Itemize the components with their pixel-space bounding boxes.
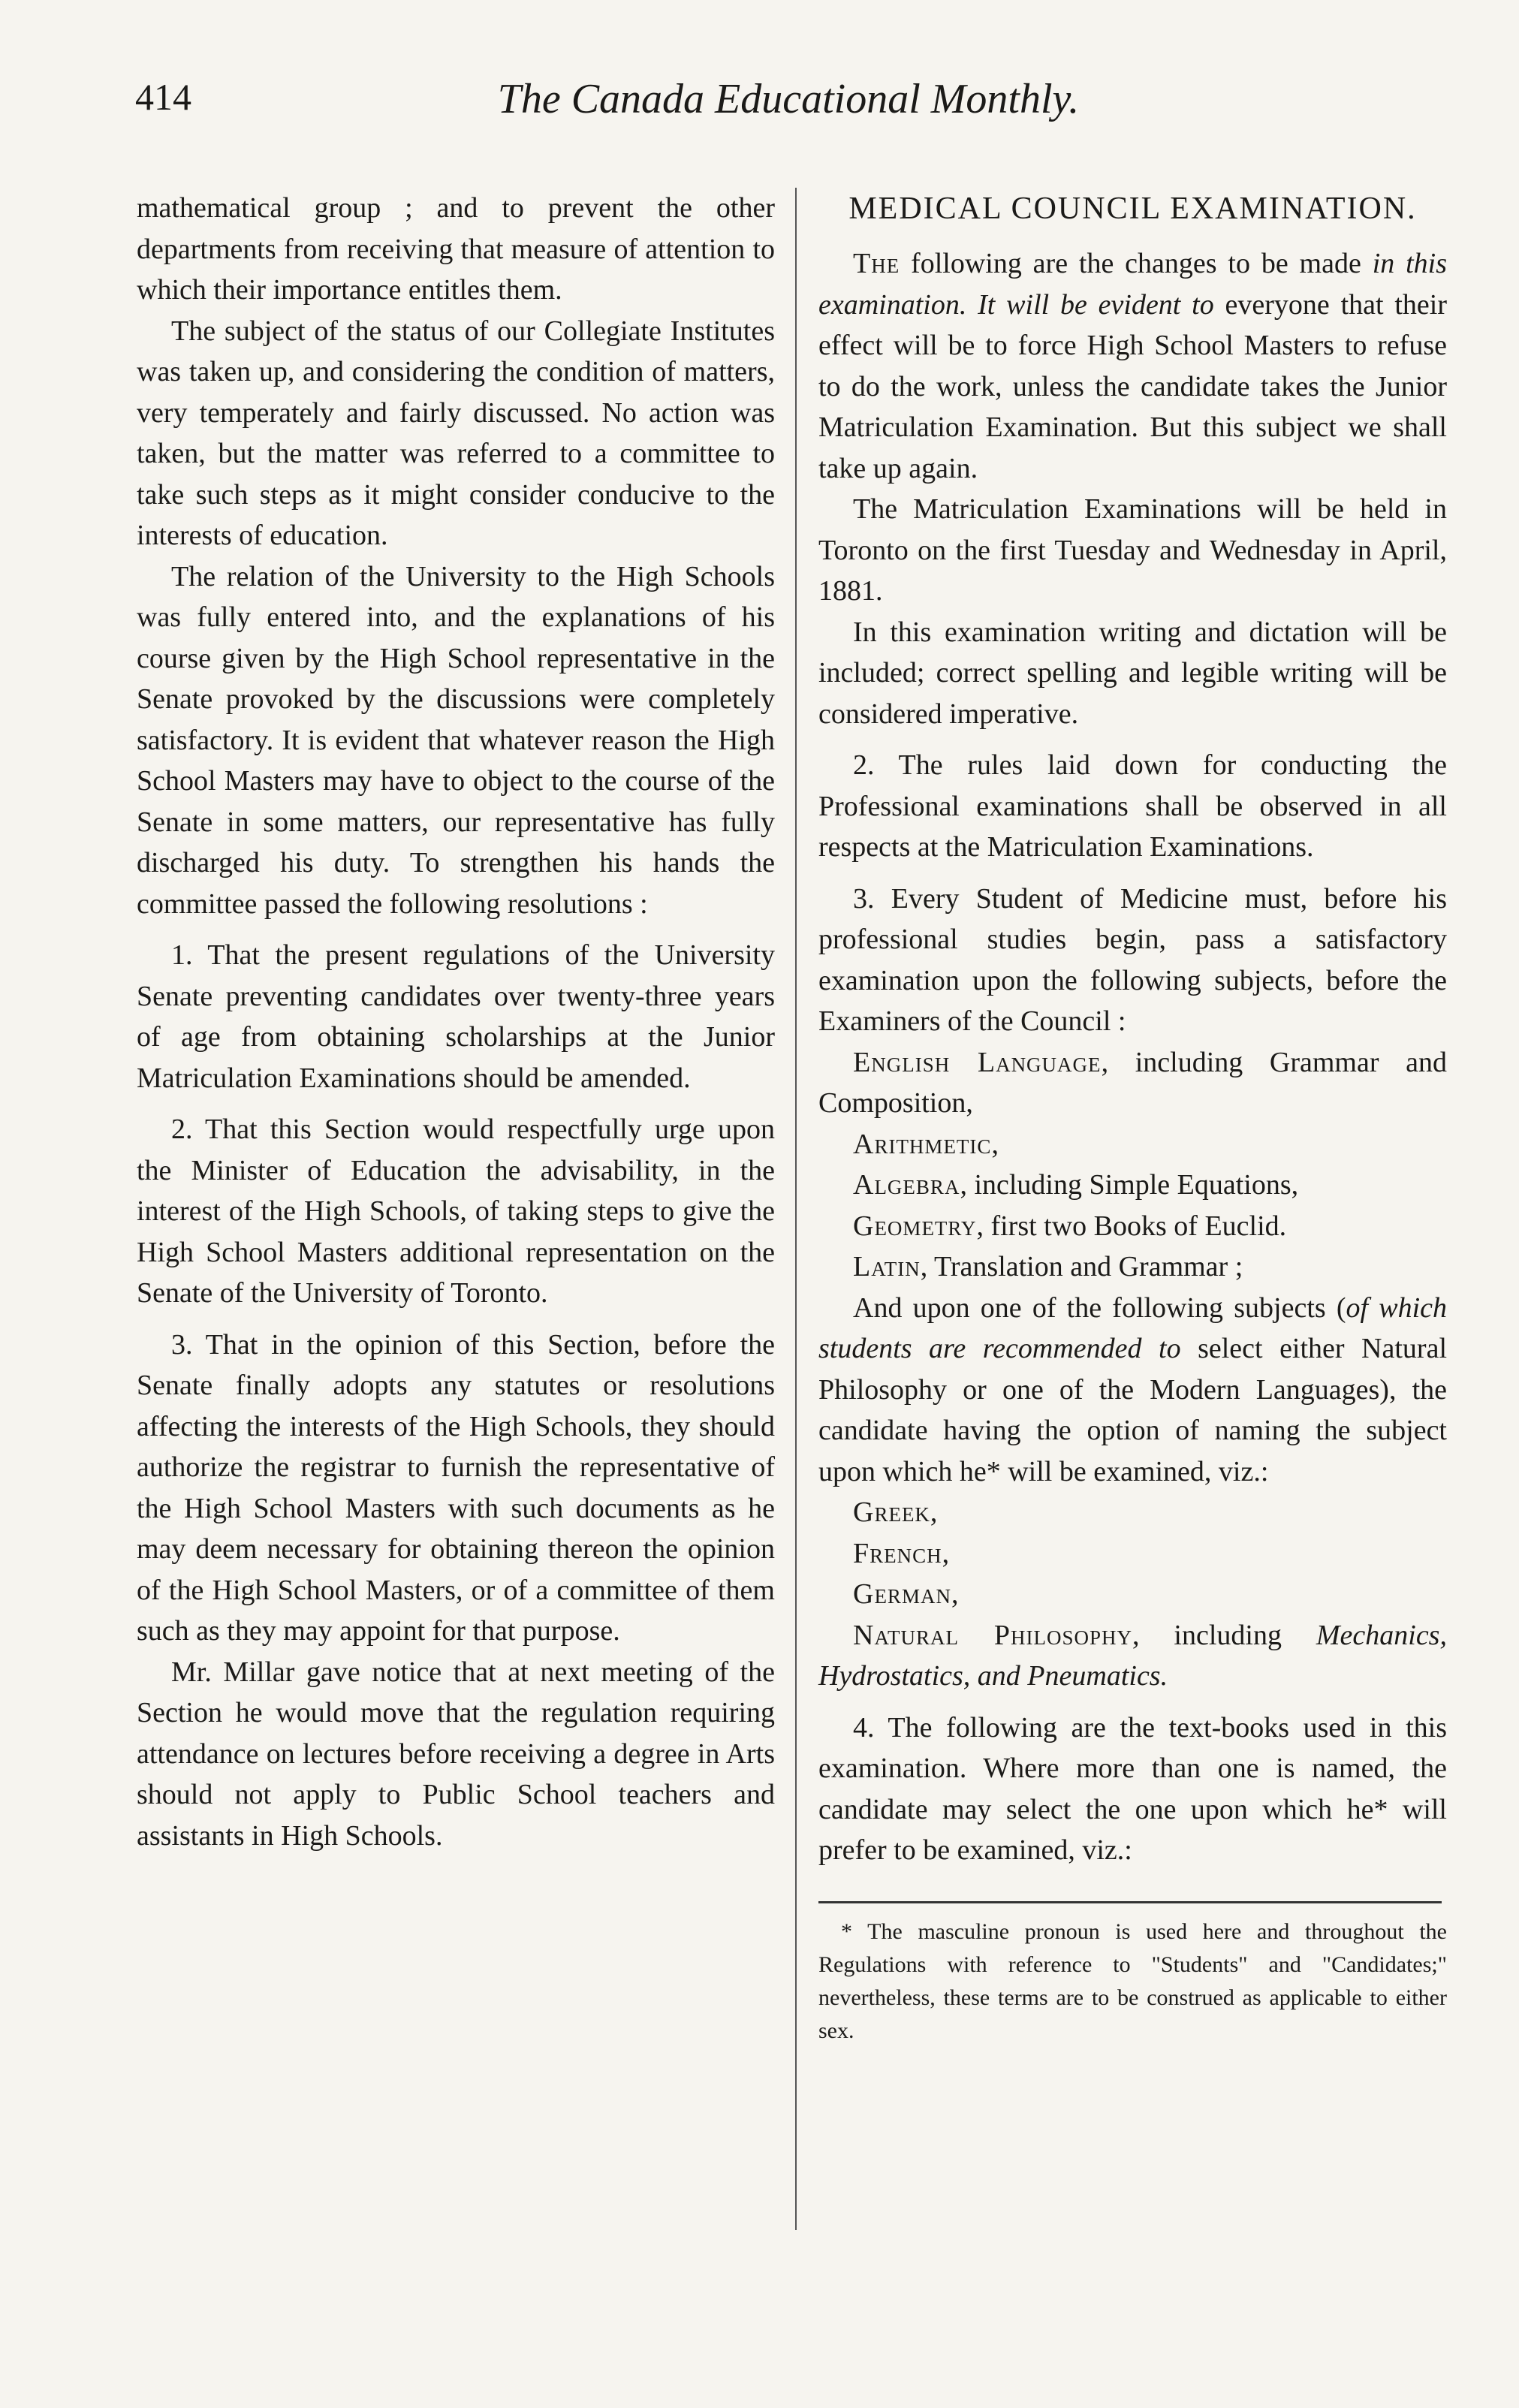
column-divider [795, 188, 797, 2230]
lead-word: The [853, 248, 900, 279]
paragraph: In this examination writing and dictation will be included; correct spelling and legible writing will be considered imperative. [818, 616, 1447, 730]
journal-title: The Canada Educational Monthly. [497, 76, 1080, 122]
paragraph: The subject of the status of our Collegiate Institutes was taken up, and considering the condition of matters, very temperately and fairly discussed. No action was taken, but the matter was referred to a committee to take such steps as it might consider conducive to the interests of education. [137, 315, 775, 551]
subject-item: English Language, including Grammar and Composition, [818, 1046, 1447, 1119]
left-column [137, 188, 775, 1856]
paragraph: The relation of the University to the High Schools was fully entered into, and the explanations of his course given by the High School representative in the Senate provoked by the discussions were completely satisfactory. It is evident that whatever reason the High School Masters may have to object to the course of the Senate in some matters, our representative has fully discharged his duty. To strengthen his hands the committee passed the following resolutions : [137, 560, 775, 920]
option-item: Greek, [853, 1496, 939, 1528]
subject-item: Latin, Translation and Grammar ; [853, 1251, 1243, 1282]
paragraph: 4. The following are the text-books used in this examination. Where more than one is named, the candidate may select the one upon which he* will prefer to be examined, viz.: [818, 1711, 1447, 1866]
paragraph: And upon one of the following subjects (of which students are recommended to select either Natural Philosophy or one of the Modern Languages), the candidate having the option of naming the subject upon which he* will be examined, viz.: [818, 1291, 1448, 1487]
resolution-2: 2. That this Section would respectfully urge upon the Minister of Education the advisability, in the interest of the High Schools, of taking steps to give the High School Masters additional representation on the Senate of the University of Toronto. [137, 1114, 775, 1309]
paragraph: The following are the changes to be made in this examination. It will be evident to everyone that their effect will be to force High School Masters to refuse to do the work, unless the candidate takes the Junior Matriculation Examination. But this subject we shall take up again. [818, 248, 1448, 484]
paragraph: 3. Every Student of Medicine must, before his professional studies begin, pass a satisfactory examination upon the following subjects, before the Examiners of the Council : [818, 882, 1447, 1037]
resolution-1: 1. That the present regulations of the University Senate preventing candidates over twenty-three years of age from obtaining scholarships at the Junior Matriculation Examinations should be amended. [137, 939, 775, 1094]
subject-item: Algebra, including Simple Equations, [853, 1169, 1299, 1201]
page-header [135, 75, 1442, 143]
option-item: Natural Philosophy, including Mechanics, Hydrostatics, and Pneumatics. [818, 1619, 1447, 1692]
right-column [818, 188, 1447, 2048]
section-heading: MEDICAL COUNCIL EXAMINATION. [848, 191, 1417, 226]
subject-item: Arithmetic, [853, 1128, 999, 1160]
paragraph: The Matriculation Examinations will be held in Toronto on the first Tuesday and Wednesday in April, 1881. [818, 493, 1447, 607]
paragraph: mathematical group ; and to prevent the other departments from receiving that measure of attention to which their importance entitles them. [137, 192, 775, 306]
subject-item: Geometry, first two Books of Euclid. [853, 1210, 1287, 1242]
paragraph: Mr. Millar gave notice that at next meeting of the Section he would move that the regulation requiring attendance on lectures before receiving a degree in Arts should not apply to Public School teachers and assistants in High Schools. [137, 1656, 775, 1852]
footnote: * The masculine pronoun is used here and throughout the Regulations with reference to "Students" and "Candidates;" nevertheless, these terms are to be construed as applicable to either sex. [818, 1918, 1447, 2043]
paragraph: 2. The rules laid down for conducting the Professional examinations shall be observed in all respects at the Matriculation Examinations. [818, 749, 1447, 863]
option-item: German, [853, 1578, 960, 1610]
footnote-rule [818, 1901, 1442, 1903]
page-number: 414 [135, 76, 191, 118]
option-item: French, [853, 1537, 951, 1569]
resolution-3: 3. That in the opinion of this Section, before the Senate finally adopts any statutes or resolutions affecting the interests of the High Schools, they should authorize the registrar to furnish the representative of the High School Masters with such documents as he may deem necessary for obtaining thereon the opinion of the High School Masters, or of a committee of them such as they may appoint for that purpose. [137, 1328, 775, 1647]
